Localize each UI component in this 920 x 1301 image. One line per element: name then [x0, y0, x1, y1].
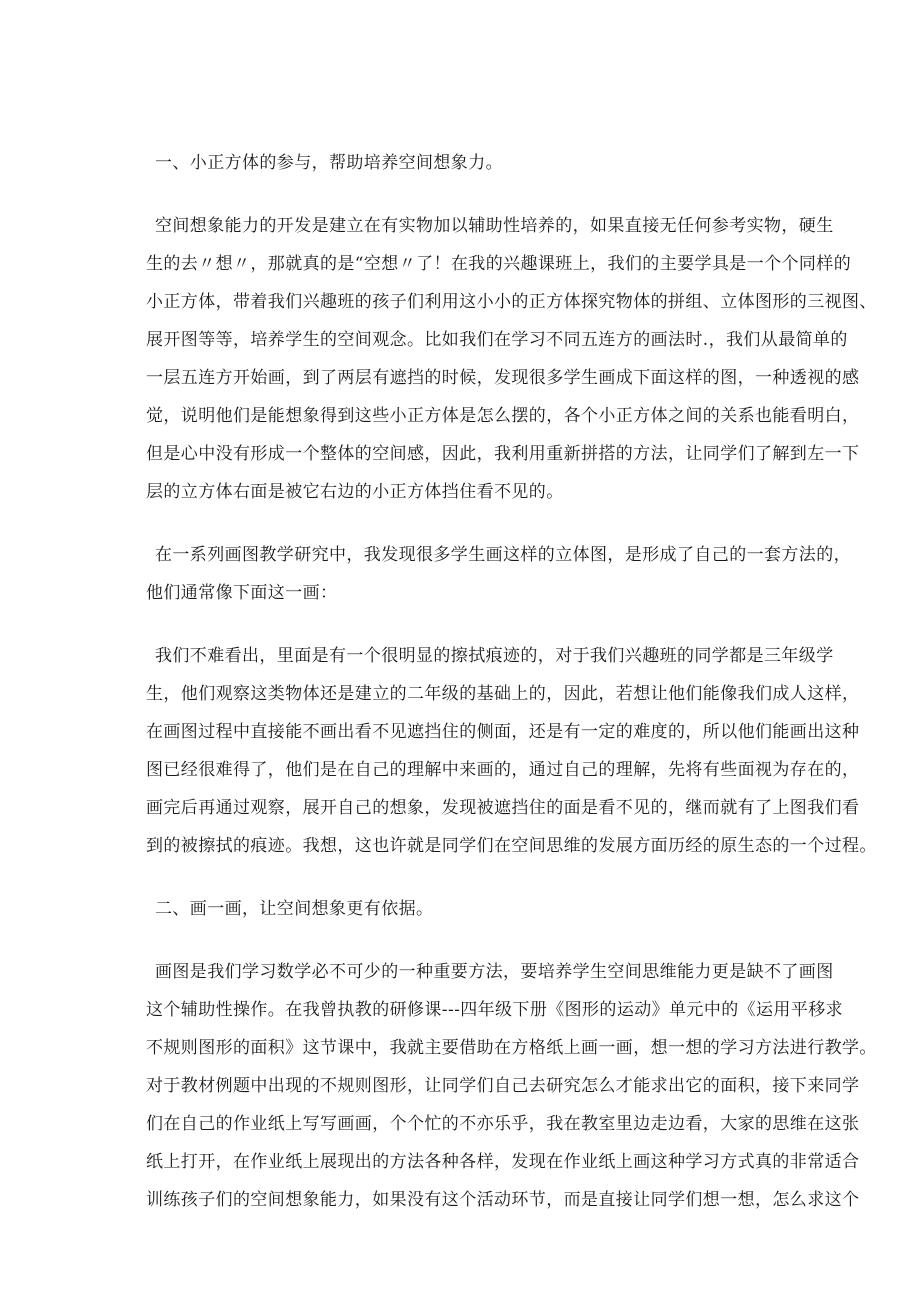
text-line: 一、小正方体的参与，帮助培养空间想象力。	[155, 153, 503, 173]
text-line: 在一系列画图教学研究中，我发现很多学生画这样的立体图，是形成了自己的一套方法的，	[155, 545, 851, 565]
text-line: 空间想象能力的开发是建立在有实物加以辅助性培养的，如果直接无任何参考实物，硬生	[155, 216, 834, 236]
section-heading-1	[146, 152, 796, 174]
section-heading-2	[146, 898, 796, 920]
text-line: 我们不难看出，里面是有一个很明显的擦拭痕迹的，对于我们兴趣班的同学都是三年级学	[155, 646, 834, 666]
text-line: 展开图等等，培养学生的空间观念。比如我们在学习不同五连方的画法时.，我们从最简单的	[146, 330, 848, 350]
text-line: 生，他们观察这类物体还是建立的二年级的基础上的，因此，若想让他们能像我们成人这样，	[146, 684, 860, 704]
text-line: 对于教材例题中出现的不规则图形，让同学们自己去研究怎么才能求出它的面积，接下来同学	[146, 1076, 860, 1096]
text-line: 训练孩子们的空间想象能力，如果没有这个活动环节，而是直接让同学们想一想，怎么求这个	[146, 1190, 860, 1210]
paragraph-3	[146, 645, 877, 857]
text-line: 层的立方体右面是被它右边的小正方体挡住看不见的。	[146, 482, 564, 502]
text-line: 一层五连方开始画，到了两层有遮挡的时候，发现很多学生画成下面这样的图，一种透视的感	[146, 368, 860, 388]
text-line: 二、画一画，让空间想象更有依据。	[155, 899, 434, 919]
text-line: 不规则图形的面积》这节课中，我就主要借助在方格纸上画一画，想一想的学习方法进行教学。	[146, 1038, 877, 1058]
paragraph-2	[146, 544, 851, 604]
text-line: 生的去〃想〃，那就真的是“空想〃了！在我的兴趣课班上，我们的主要学具是一个个同样的	[146, 254, 852, 274]
text-line: 但是心中没有形成一个整体的空间感，因此，我利用重新拼搭的方法，让同学们了解到左一下	[146, 444, 860, 464]
document-page	[146, 152, 877, 1211]
text-line: 画图是我们学习数学必不可少的一种重要方法，要培养学生空间思维能力更是缺不了画图	[155, 962, 834, 982]
text-line: 他们通常像下面这一画：	[146, 583, 338, 603]
text-line: 这个辅助性操作。在我曾执教的研修课---四年级下册《图形的运动》单元中的《运用平移求	[146, 1000, 844, 1020]
text-line: 们在自己的作业纸上写写画画，个个忙的不亦乐乎，我在教室里边走边看，大家的思维在这张	[146, 1114, 860, 1134]
paragraph-4	[146, 961, 877, 1211]
text-line: 在画图过程中直接能不画出看不见遮挡住的侧面，还是有一定的难度的，所以他们能画出这种	[146, 722, 860, 742]
text-line: 图已经很难得了，他们是在自己的理解中来画的，通过自己的理解，先将有些面视为存在的，	[146, 760, 860, 780]
paragraph-1	[146, 215, 877, 503]
text-line: 纸上打开，在作业纸上展现出的方法各种各样，发现在作业纸上画这种学习方式真的非常适合	[146, 1152, 860, 1172]
text-line: 到的被擦拭的痕迹。我想，这也许就是同学们在空间思维的发展方面历经的原生态的一个过程。	[146, 836, 877, 856]
text-line: 觉，说明他们是能想象得到这些小正方体是怎么摆的，各个小正方体之间的关系也能看明白，	[146, 406, 860, 426]
text-line: 小正方体，带着我们兴趣班的孩子们利用这小小的正方体探究物体的拼组、立体图形的三视图、	[146, 292, 877, 312]
text-line: 画完后再通过观察，展开自己的想象，发现被遮挡住的面是看不见的，继而就有了上图我们看	[146, 798, 860, 818]
